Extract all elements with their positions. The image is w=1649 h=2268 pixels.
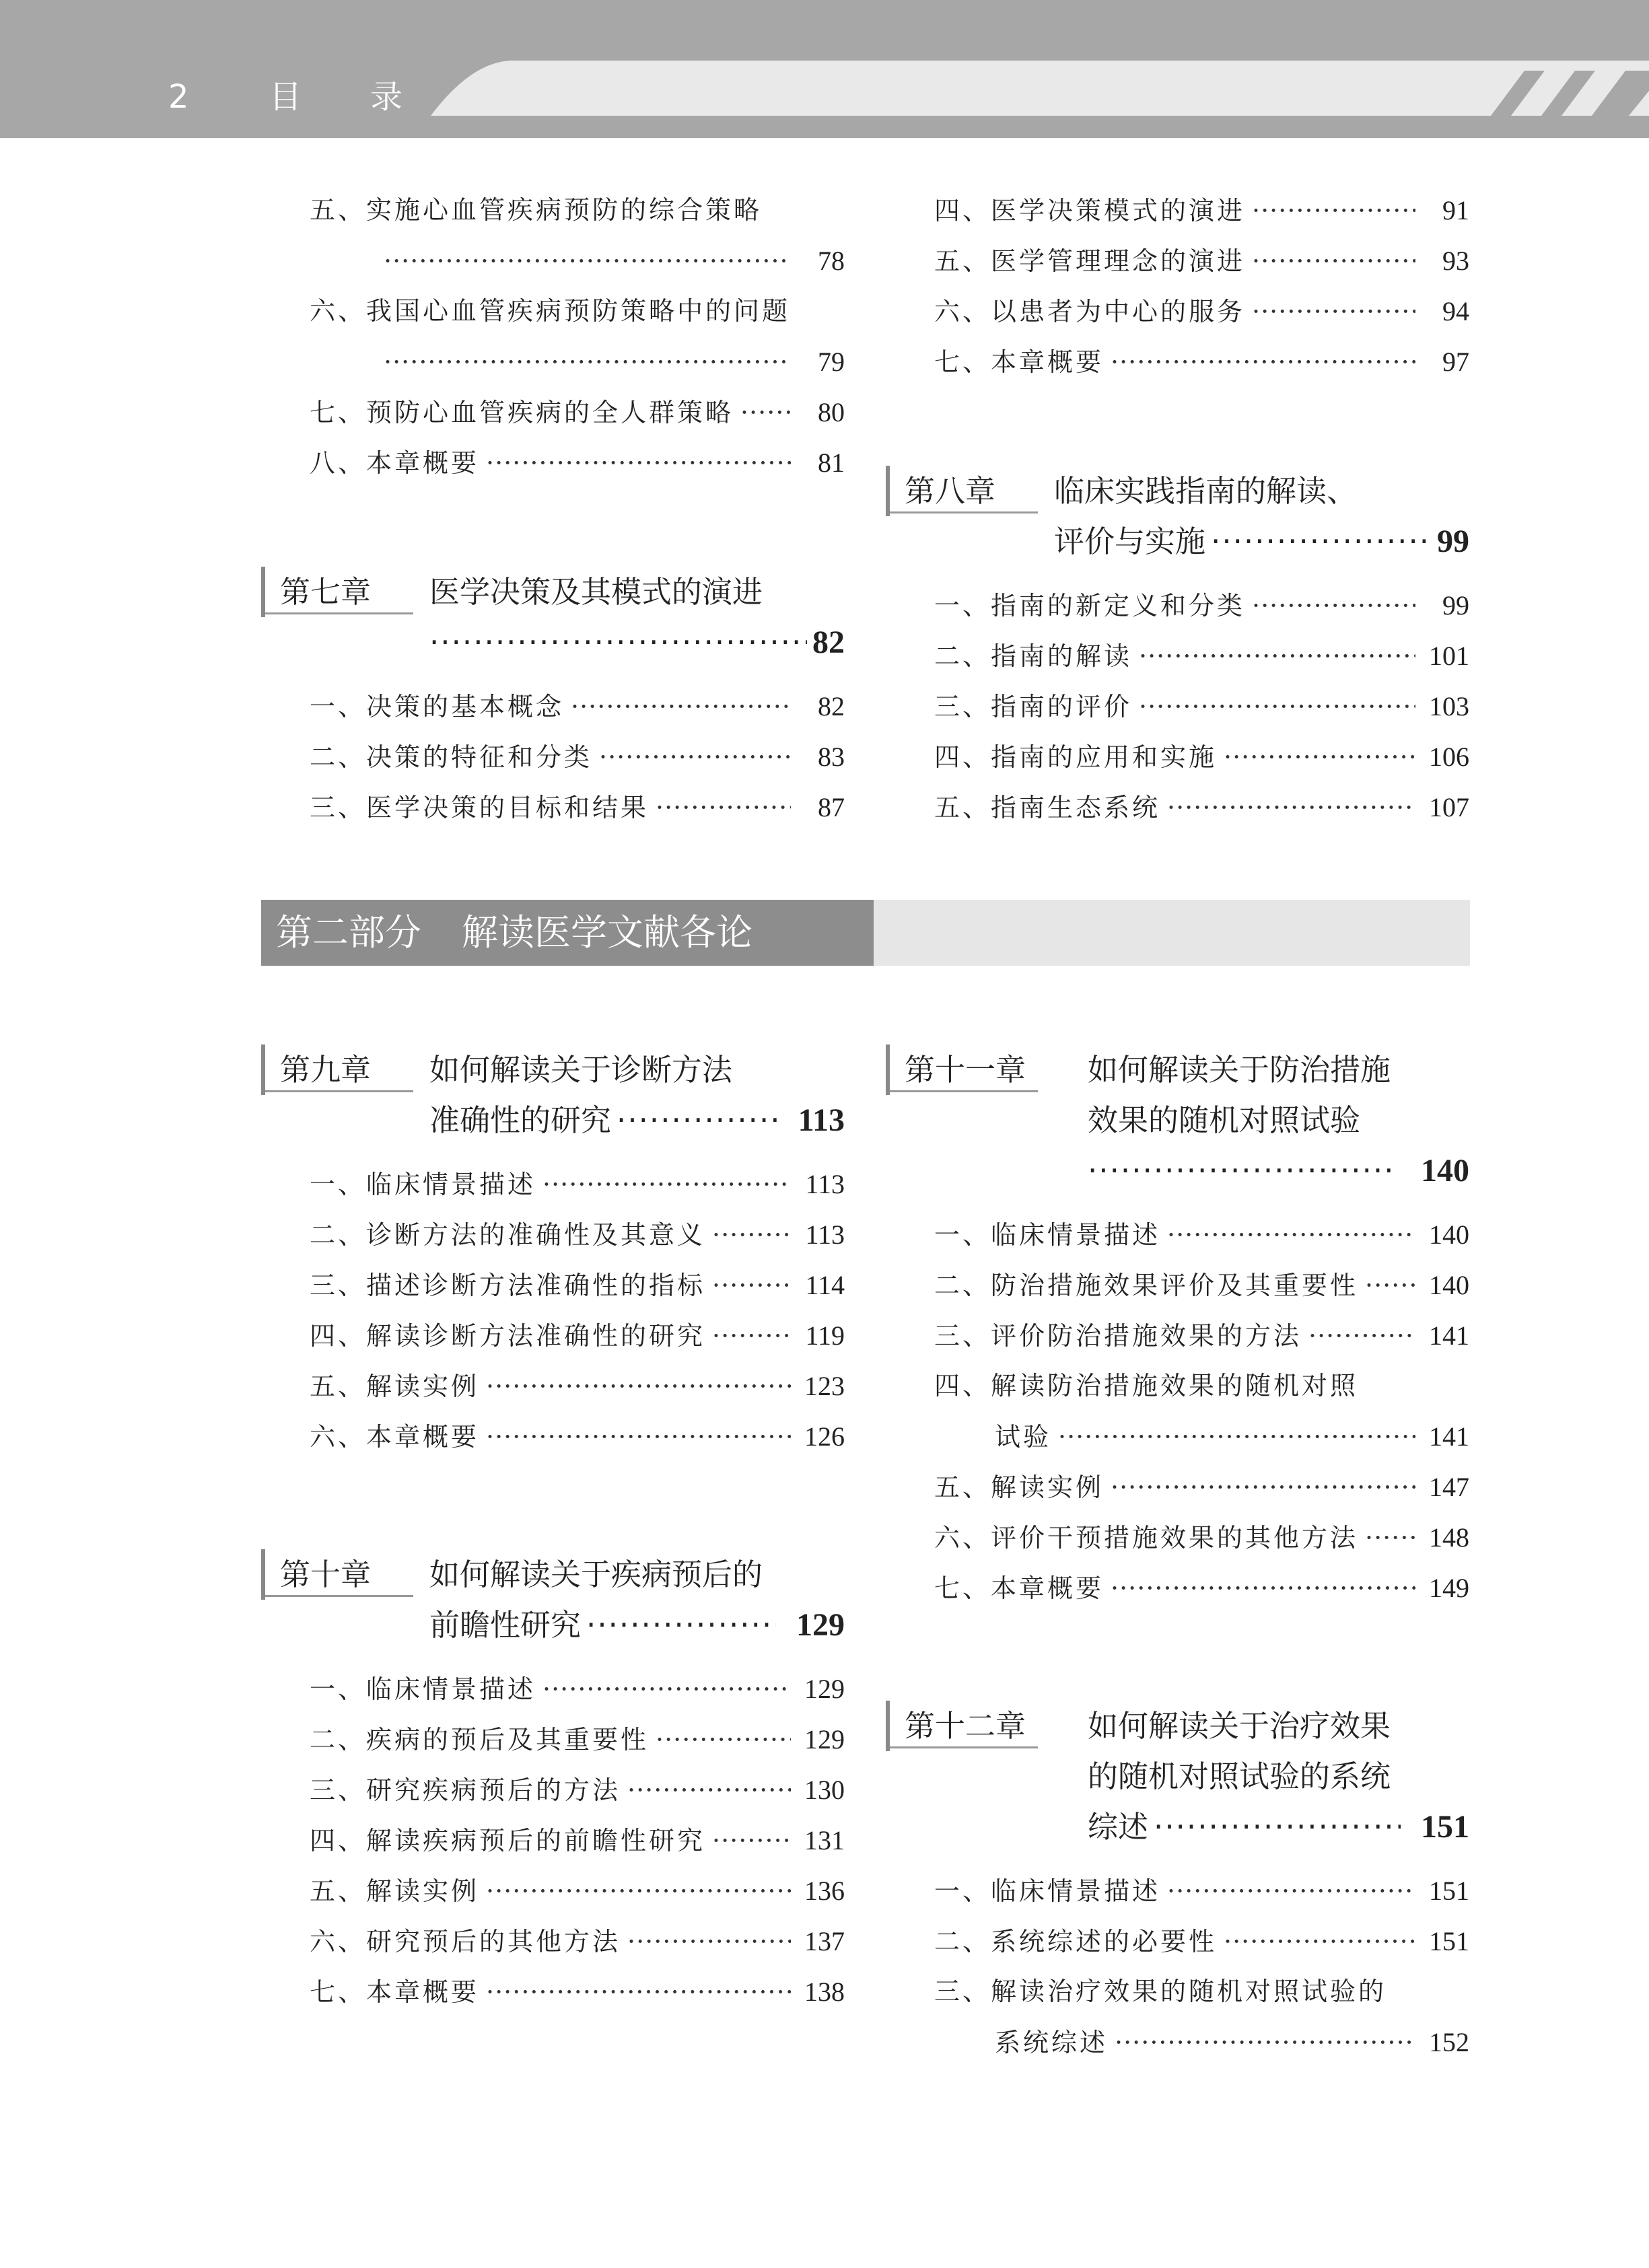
leader-dots bbox=[712, 1261, 791, 1311]
toc-entry[interactable] bbox=[934, 185, 1469, 236]
toc-page: 148 bbox=[1429, 1522, 1469, 1553]
chapter-title-line2: 效果的随机对照试验 bbox=[1088, 1102, 1361, 1138]
toc-page: 126 bbox=[804, 1421, 845, 1452]
leader-dots bbox=[542, 1664, 791, 1715]
toc-entry[interactable] bbox=[310, 732, 845, 782]
toc-entry[interactable] bbox=[310, 1209, 845, 1260]
leader-dots bbox=[384, 337, 791, 388]
chapter-7-block bbox=[261, 567, 845, 832]
toc-entry-text: 一、决策的基本概念 bbox=[310, 692, 565, 721]
toc-entry-text: 四、医学决策模式的演进 bbox=[934, 196, 1246, 225]
toc-entry-text: 一、临床情景描述 bbox=[934, 1220, 1161, 1250]
toc-entry[interactable] bbox=[934, 1866, 1469, 1916]
toc-page: 129 bbox=[804, 1724, 845, 1755]
toc-entry[interactable] bbox=[934, 1260, 1469, 1310]
toc-entry[interactable] bbox=[934, 782, 1469, 832]
chapter-page: 113 bbox=[798, 1102, 845, 1138]
toc-entry-text: 七、本章概要 bbox=[934, 347, 1104, 377]
toc-entry[interactable] bbox=[310, 336, 845, 387]
toc-entry-text: 二、疾病的预后及其重要性 bbox=[310, 1725, 650, 1755]
leader-dots bbox=[656, 1715, 791, 1765]
toc-entry-text: 五、指南生态系统 bbox=[934, 793, 1161, 822]
toc-entry[interactable] bbox=[310, 1916, 845, 1966]
toc-entry[interactable] bbox=[310, 1411, 845, 1462]
leader-dots bbox=[586, 1600, 776, 1650]
leader-dots bbox=[712, 1210, 791, 1261]
toc-page: 80 bbox=[818, 397, 845, 427]
toc-entry-text: 三、医学决策的目标和结果 bbox=[310, 793, 650, 822]
toc-page: 101 bbox=[1429, 641, 1469, 671]
toc-entry[interactable] bbox=[310, 1815, 845, 1866]
toc-page: 83 bbox=[818, 742, 845, 772]
toc-entry[interactable] bbox=[310, 782, 845, 832]
toc-entry[interactable] bbox=[310, 1159, 845, 1209]
leader-dots bbox=[627, 1765, 791, 1816]
toc-page: 119 bbox=[805, 1320, 845, 1351]
chapter-8-block bbox=[886, 466, 1469, 832]
toc-entry-text: 七、本章概要 bbox=[310, 1977, 480, 2007]
chapter-9-block bbox=[261, 1044, 845, 1462]
leader-dots bbox=[656, 783, 791, 833]
leader-dots bbox=[1115, 2018, 1415, 2068]
leader-dots bbox=[571, 682, 791, 732]
toc-entry-text: 四、指南的应用和实施 bbox=[934, 742, 1218, 772]
leader-dots bbox=[740, 388, 791, 438]
toc-page: 137 bbox=[804, 1926, 845, 1956]
toc-page: 93 bbox=[1442, 246, 1469, 276]
leader-dots bbox=[542, 1160, 791, 1210]
toc-entry-text: 六、评价干预措施效果的其他方法 bbox=[934, 1523, 1359, 1553]
toc-entry-text: 四、解读疾病预后的前瞻性研究 bbox=[310, 1826, 706, 1855]
toc-entry[interactable] bbox=[934, 732, 1469, 782]
running-head bbox=[168, 71, 471, 117]
toc-entry[interactable]: 三、解读治疗效果的随机对照试验的 bbox=[934, 1977, 1387, 2006]
page-number: 2 bbox=[168, 78, 189, 116]
toc-page: 138 bbox=[804, 1977, 845, 2007]
chapter-title-line3: 综述 bbox=[1088, 1809, 1149, 1845]
toc-entry[interactable]: 六、我国心血管疾病预防策略中的问题 bbox=[310, 296, 791, 326]
toc-page: 107 bbox=[1429, 792, 1469, 822]
leader-dots bbox=[486, 1967, 791, 2018]
chapter-label: 第九章 bbox=[261, 1044, 371, 1095]
toc-page: 78 bbox=[818, 246, 845, 276]
toc-entry[interactable] bbox=[934, 336, 1469, 387]
chapter-heading[interactable] bbox=[261, 1549, 845, 1650]
toc-entry-text: 试验 bbox=[995, 1422, 1052, 1452]
chapter-title: 医学决策及其模式的演进 bbox=[429, 574, 763, 610]
toc-entry[interactable] bbox=[934, 681, 1469, 732]
chapter-label: 第七章 bbox=[261, 567, 371, 617]
toc-page: 131 bbox=[804, 1825, 845, 1855]
toc-entry-text: 五、解读实例 bbox=[310, 1876, 480, 1906]
leader-dots bbox=[1252, 186, 1415, 236]
chapter-title: 如何解读关于防治措施 bbox=[1088, 1052, 1391, 1088]
toc-entry[interactable] bbox=[310, 387, 845, 437]
toc-entry[interactable] bbox=[934, 1209, 1469, 1260]
toc-page: 81 bbox=[818, 448, 845, 478]
chapter-title: 如何解读关于诊断方法 bbox=[429, 1052, 733, 1088]
toc-entry[interactable] bbox=[310, 1866, 845, 1916]
leader-dots bbox=[712, 1816, 791, 1866]
toc-entry-text: 二、防治措施效果评价及其重要性 bbox=[934, 1271, 1359, 1300]
toc-entry-text: 一、临床情景描述 bbox=[310, 1170, 536, 1199]
leader-dots bbox=[1111, 337, 1415, 388]
leader-dots bbox=[627, 1917, 791, 1967]
chapter-page: 82 bbox=[812, 625, 845, 660]
toc-entry-text: 二、系统综述的必要性 bbox=[934, 1927, 1218, 1956]
toc-entry[interactable]: 四、解读防治措施效果的随机对照 bbox=[934, 1371, 1359, 1401]
toc-page: 147 bbox=[1429, 1472, 1469, 1502]
chapter-heading[interactable] bbox=[886, 466, 1469, 567]
header-band bbox=[0, 0, 1649, 138]
toc-entry[interactable] bbox=[310, 1664, 845, 1714]
leader-dots bbox=[486, 1361, 791, 1412]
toc-entry-text: 三、评价防治措施效果的方法 bbox=[934, 1321, 1302, 1351]
toc-entry[interactable] bbox=[934, 1512, 1469, 1563]
toc-page: 141 bbox=[1429, 1421, 1469, 1452]
leader-dots bbox=[486, 438, 791, 489]
toc-entry-text: 三、指南的评价 bbox=[934, 692, 1133, 721]
toc-entry[interactable] bbox=[310, 1714, 845, 1765]
toc-page: 149 bbox=[1429, 1573, 1469, 1603]
leader-dots bbox=[1167, 783, 1415, 833]
toc-entry[interactable] bbox=[934, 1411, 1469, 1462]
chapter-heading[interactable] bbox=[261, 567, 845, 668]
chapter-title-line2: 前瞻性研究 bbox=[429, 1607, 582, 1643]
toc-page: 141 bbox=[1429, 1320, 1469, 1351]
toc-page: 91 bbox=[1442, 195, 1469, 225]
toc-page: 106 bbox=[1429, 742, 1469, 772]
leader-dots bbox=[599, 732, 791, 783]
toc-entry-text: 四、解读诊断方法准确性的研究 bbox=[310, 1321, 706, 1351]
leader-dots bbox=[486, 1412, 791, 1462]
toc-entry-text: 一、临床情景描述 bbox=[934, 1876, 1161, 1906]
toc-page: 79 bbox=[818, 347, 845, 377]
running-title: 目录 bbox=[269, 78, 472, 116]
toc-entry-text: 八、本章概要 bbox=[310, 448, 480, 478]
toc-page: 103 bbox=[1429, 691, 1469, 721]
leader-dots bbox=[429, 617, 807, 668]
toc-page: 113 bbox=[805, 1169, 845, 1199]
toc-page: 140 bbox=[1429, 1270, 1469, 1300]
leader-dots bbox=[1224, 1917, 1415, 1967]
leader-dots bbox=[712, 1311, 791, 1361]
toc-entry[interactable] bbox=[934, 631, 1469, 681]
toc-entry-text: 二、指南的解读 bbox=[934, 641, 1133, 671]
chapter-title: 临床实践指南的解读、 bbox=[1054, 473, 1358, 509]
leader-dots bbox=[1111, 1563, 1415, 1614]
chapter-label: 第八章 bbox=[886, 466, 995, 516]
leader-dots bbox=[1224, 732, 1415, 783]
toc-page: 87 bbox=[818, 792, 845, 822]
toc-page: 130 bbox=[804, 1775, 845, 1805]
chapter-label: 第十二章 bbox=[886, 1701, 1026, 1751]
leader-dots bbox=[1139, 631, 1415, 682]
chapter-title-line2: 评价与实施 bbox=[1054, 524, 1206, 559]
toc-entry-text: 二、决策的特征和分类 bbox=[310, 742, 593, 772]
leader-dots bbox=[486, 1866, 791, 1917]
toc-entry-text: 一、指南的新定义和分类 bbox=[934, 591, 1246, 621]
chapter-title: 如何解读关于疾病预后的 bbox=[429, 1557, 763, 1592]
toc-entry[interactable] bbox=[934, 1310, 1469, 1361]
leader-dots bbox=[1308, 1311, 1415, 1361]
part-label: 第二部分 bbox=[276, 911, 421, 954]
toc-entry[interactable] bbox=[934, 1462, 1469, 1512]
toc-page: 97 bbox=[1442, 347, 1469, 377]
toc-page: 82 bbox=[818, 691, 845, 721]
chapter-page: 140 bbox=[1421, 1153, 1469, 1189]
toc-entry[interactable] bbox=[934, 580, 1469, 631]
toc-page: 114 bbox=[805, 1270, 845, 1300]
leader-dots bbox=[1365, 1513, 1415, 1563]
toc-entry-text: 系统综述 bbox=[995, 2028, 1109, 2057]
toc-entry[interactable] bbox=[934, 286, 1469, 336]
toc-entry-text: 一、临床情景描述 bbox=[310, 1674, 536, 1704]
chapter-title: 如何解读关于治疗效果 bbox=[1088, 1708, 1391, 1744]
chapter-10-block bbox=[261, 1549, 845, 2017]
chapter-title-line2: 准确性的研究 bbox=[429, 1102, 612, 1138]
toc-entry-text: 七、预防心血管疾病的全人群策略 bbox=[310, 398, 734, 427]
leader-dots bbox=[1365, 1261, 1415, 1311]
toc-entry[interactable] bbox=[934, 1916, 1469, 1966]
leader-dots bbox=[384, 236, 791, 287]
leader-dots bbox=[1154, 1802, 1401, 1852]
chapter-page: 129 bbox=[796, 1607, 845, 1643]
toc-entry-text: 二、诊断方法的准确性及其意义 bbox=[310, 1220, 706, 1250]
toc-entry-text: 五、医学管理理念的演进 bbox=[934, 246, 1246, 276]
leader-dots bbox=[1211, 516, 1432, 567]
toc-entry[interactable] bbox=[310, 1310, 845, 1361]
toc-page: 129 bbox=[804, 1674, 845, 1704]
chapter-title-line2: 的随机对照试验的系统 bbox=[1088, 1759, 1391, 1794]
leader-dots bbox=[1058, 1412, 1415, 1462]
toc-entry[interactable] bbox=[934, 236, 1469, 286]
chapter-label: 第十一章 bbox=[886, 1044, 1026, 1095]
toc-entry-text: 三、研究疾病预后的方法 bbox=[310, 1775, 621, 1805]
chapter-heading[interactable] bbox=[261, 1044, 845, 1145]
toc-page: 151 bbox=[1429, 1926, 1469, 1956]
toc-page: 99 bbox=[1442, 590, 1469, 621]
toc-entry-text: 六、研究预后的其他方法 bbox=[310, 1927, 621, 1956]
toc-entry[interactable] bbox=[310, 1765, 845, 1815]
toc-page: 152 bbox=[1429, 2027, 1469, 2057]
toc-page: 151 bbox=[1429, 1876, 1469, 1906]
leader-dots bbox=[1252, 287, 1415, 337]
toc-column-top-right bbox=[934, 185, 1469, 387]
toc-entry-text: 七、本章概要 bbox=[934, 1573, 1104, 1603]
toc-entry[interactable] bbox=[310, 681, 845, 732]
chapter-page: 151 bbox=[1421, 1809, 1469, 1845]
toc-entry[interactable] bbox=[310, 1361, 845, 1411]
toc-page: 136 bbox=[804, 1876, 845, 1906]
toc-entry-text: 六、以患者为中心的服务 bbox=[934, 297, 1246, 326]
chapter-12-block bbox=[886, 1701, 1469, 2067]
chapter-label: 第十章 bbox=[261, 1549, 371, 1600]
toc-entry[interactable] bbox=[934, 2017, 1469, 2067]
toc-page: 94 bbox=[1442, 296, 1469, 326]
leader-dots bbox=[1111, 1462, 1415, 1513]
leader-dots bbox=[1252, 581, 1415, 631]
toc-page: 140 bbox=[1429, 1219, 1469, 1250]
toc-entry-text: 五、解读实例 bbox=[934, 1473, 1104, 1502]
chapter-heading[interactable] bbox=[886, 1701, 1469, 1852]
leader-dots bbox=[1139, 682, 1415, 732]
toc-page: 123 bbox=[804, 1371, 845, 1401]
toc-entry-text: 三、描述诊断方法准确性的指标 bbox=[310, 1271, 706, 1300]
toc-entry-text: 五、解读实例 bbox=[310, 1372, 480, 1401]
toc-column-top-left bbox=[310, 185, 845, 488]
toc-entry[interactable] bbox=[310, 236, 845, 286]
toc-page: 113 bbox=[805, 1219, 845, 1250]
chapter-11-block bbox=[886, 1044, 1469, 1613]
leader-dots bbox=[617, 1095, 778, 1145]
toc-entry[interactable] bbox=[310, 1260, 845, 1310]
part-heading[interactable] bbox=[261, 900, 1470, 966]
chapter-heading[interactable] bbox=[886, 1044, 1469, 1196]
toc-entry[interactable] bbox=[934, 1563, 1469, 1613]
toc-entry[interactable] bbox=[310, 1966, 845, 2017]
leader-dots bbox=[1167, 1866, 1415, 1917]
leader-dots bbox=[1088, 1145, 1394, 1196]
leader-dots bbox=[1252, 236, 1415, 287]
toc-entry-text: 六、本章概要 bbox=[310, 1422, 480, 1452]
toc-entry[interactable]: 五、实施心血管疾病预防的综合策略 bbox=[310, 195, 763, 225]
part-title: 解读医学文献各论 bbox=[462, 911, 752, 954]
toc-entry[interactable] bbox=[310, 437, 845, 488]
leader-dots bbox=[1167, 1210, 1415, 1261]
chapter-page: 99 bbox=[1437, 524, 1469, 559]
